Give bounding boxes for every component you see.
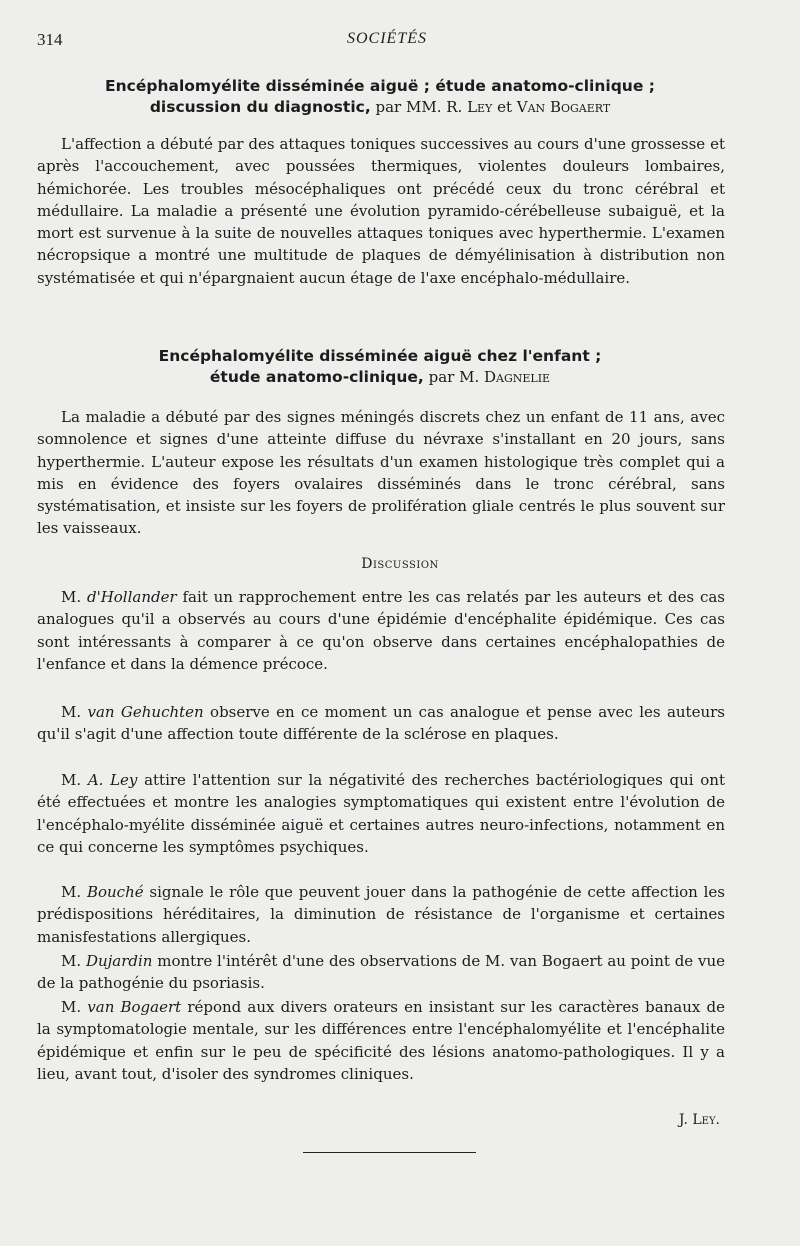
speaker-name: van Gehuchten [87,703,204,721]
discussion-paragraph [37,996,725,1085]
discussion-heading: Discussion [361,556,439,572]
article1-body: L'affection a débuté par des attaques toniques successives au cours d'une grossesse et après l'accouchement, avec poussées thermiques, violentes douleurs lombaires, hémichorée. Les troubles mésocéphaliques ont précédé ceux du tronc cérébral et médullaire. La maladie a présenté une évolution pyramido-cérébelleuse subaiguë, et la mort est survenue à la suite de nouvelles attaques toniques avec hyperthermie. L'examen nécropsique a montré une multitude de plaques de démyélinisation à distribution non systématisée et qui n'épargnaient aucun étage de l'axe encéphalo-médullaire. [37,135,725,287]
discussion-paragraph [37,701,725,746]
article1-title-line2 [60,97,700,118]
page-header [37,30,737,52]
article2-byline-prefix: par M. [423,368,484,386]
article1-title-line1: Encéphalomyélite disséminée aiguë ; étude anatomo-clinique ; [105,77,655,95]
article2-title-line1: Encéphalomyélite disséminée aiguë chez l'enfant ; [158,347,602,365]
speaker-prefix: M. [61,998,88,1016]
signature: J. Ley. [678,1112,720,1128]
article2-title-line2-text: étude anatomo-clinique, [209,368,424,386]
article2-title [60,346,700,388]
speaker-prefix: M. [61,588,87,606]
paragraph-text: montre l'intérêt d'une des observations de M. van Bogaert au point de vue de la pathogénie du psoriasis. [37,952,725,993]
speaker-prefix: M. [61,771,88,789]
article1-byline-prefix: par MM. R. [370,98,468,116]
article1-author2: Van Bogaert [516,98,611,116]
paragraph-text: signale le rôle que peuvent jouer dans la pathogénie de cette affection les prédispositions héréditaires, la diminution de résistance de l'organisme et certaines manisfestations allergiques. [37,883,725,946]
speaker-name: d'Hollander [86,588,177,606]
discussion-paragraph [37,881,725,948]
speaker-prefix: M. [61,952,86,970]
speaker-name: Dujardin [85,952,153,970]
article1-title-line2-text: discussion du diagnostic, [149,98,371,116]
article2-title-line2 [60,367,700,388]
discussion-paragraph [37,950,725,995]
discussion-paragraph [37,769,725,858]
running-head: SOCIÉTÉS [347,30,427,47]
paragraph-text: observe en ce moment un cas analogue et pense avec les auteurs qu'il s'agit d'une affection toute différente de la sclérose en plaques. [37,703,725,744]
paragraph-text: fait un rapprochement entre les cas relatés par les auteurs et des cas analogues qu'il a observés au cours d'une épidémie d'encéphalite épidémique. Ces cas sont intéressants à comparer à ce qu'on observe dans certaines encéphalopathies de l'enfance et dans la démence précoce. [37,588,725,673]
article1-byline [371,98,610,116]
section-divider [303,1152,476,1153]
speaker-prefix: M. [61,703,88,721]
article1-byline-join: et [492,98,517,116]
article2-byline [424,368,550,386]
article2-body: La maladie a débuté par des signes méningés discrets chez un enfant de 11 ans, avec somnolence et signes d'une atteinte diffuse du névraxe s'installant en 20 jours, sans hyperthermie. L'auteur expose les résultats d'un examen histologique très complet qui a mis en évidence des foyers ovalaires disséminés dans le tronc cérébral, sans systématisation, et insiste sur les foyers de prolifération gliale centrés le plus souvent sur les vaisseaux. [37,408,725,538]
page-number: 314 [37,30,63,49]
paragraph-text: attire l'attention sur la négativité des recherches bactériologiques qui ont été effectuées et montre les analogies symptomatiques qui existent entre l'évolution de l'encéphalo-myélite disséminée aiguë et certaines autres neuro-infections, notamment en ce qui concerne les symptômes psychiques. [37,771,725,856]
speaker-name: A. Ley [87,771,138,789]
discussion-paragraph [37,586,725,675]
paragraph-text: répond aux divers orateurs en insistant sur les caractères banaux de la symptomatologie mentale, sur les différences entre l'encéphalomyélite et l'encéphalite épidémique et enfin sur le peu de spécificité des lésions anatomo-pathologiques. Il y a lieu, avant tout, d'isoler des syndromes cliniques. [37,998,725,1083]
article2-author: Dagnelie [483,368,551,386]
speaker-name: van Bogaert [87,998,182,1016]
article1-title [60,76,700,118]
speaker-prefix: M. [61,883,87,901]
article1-author1: Ley [467,98,493,116]
speaker-name: Bouché [86,883,144,901]
